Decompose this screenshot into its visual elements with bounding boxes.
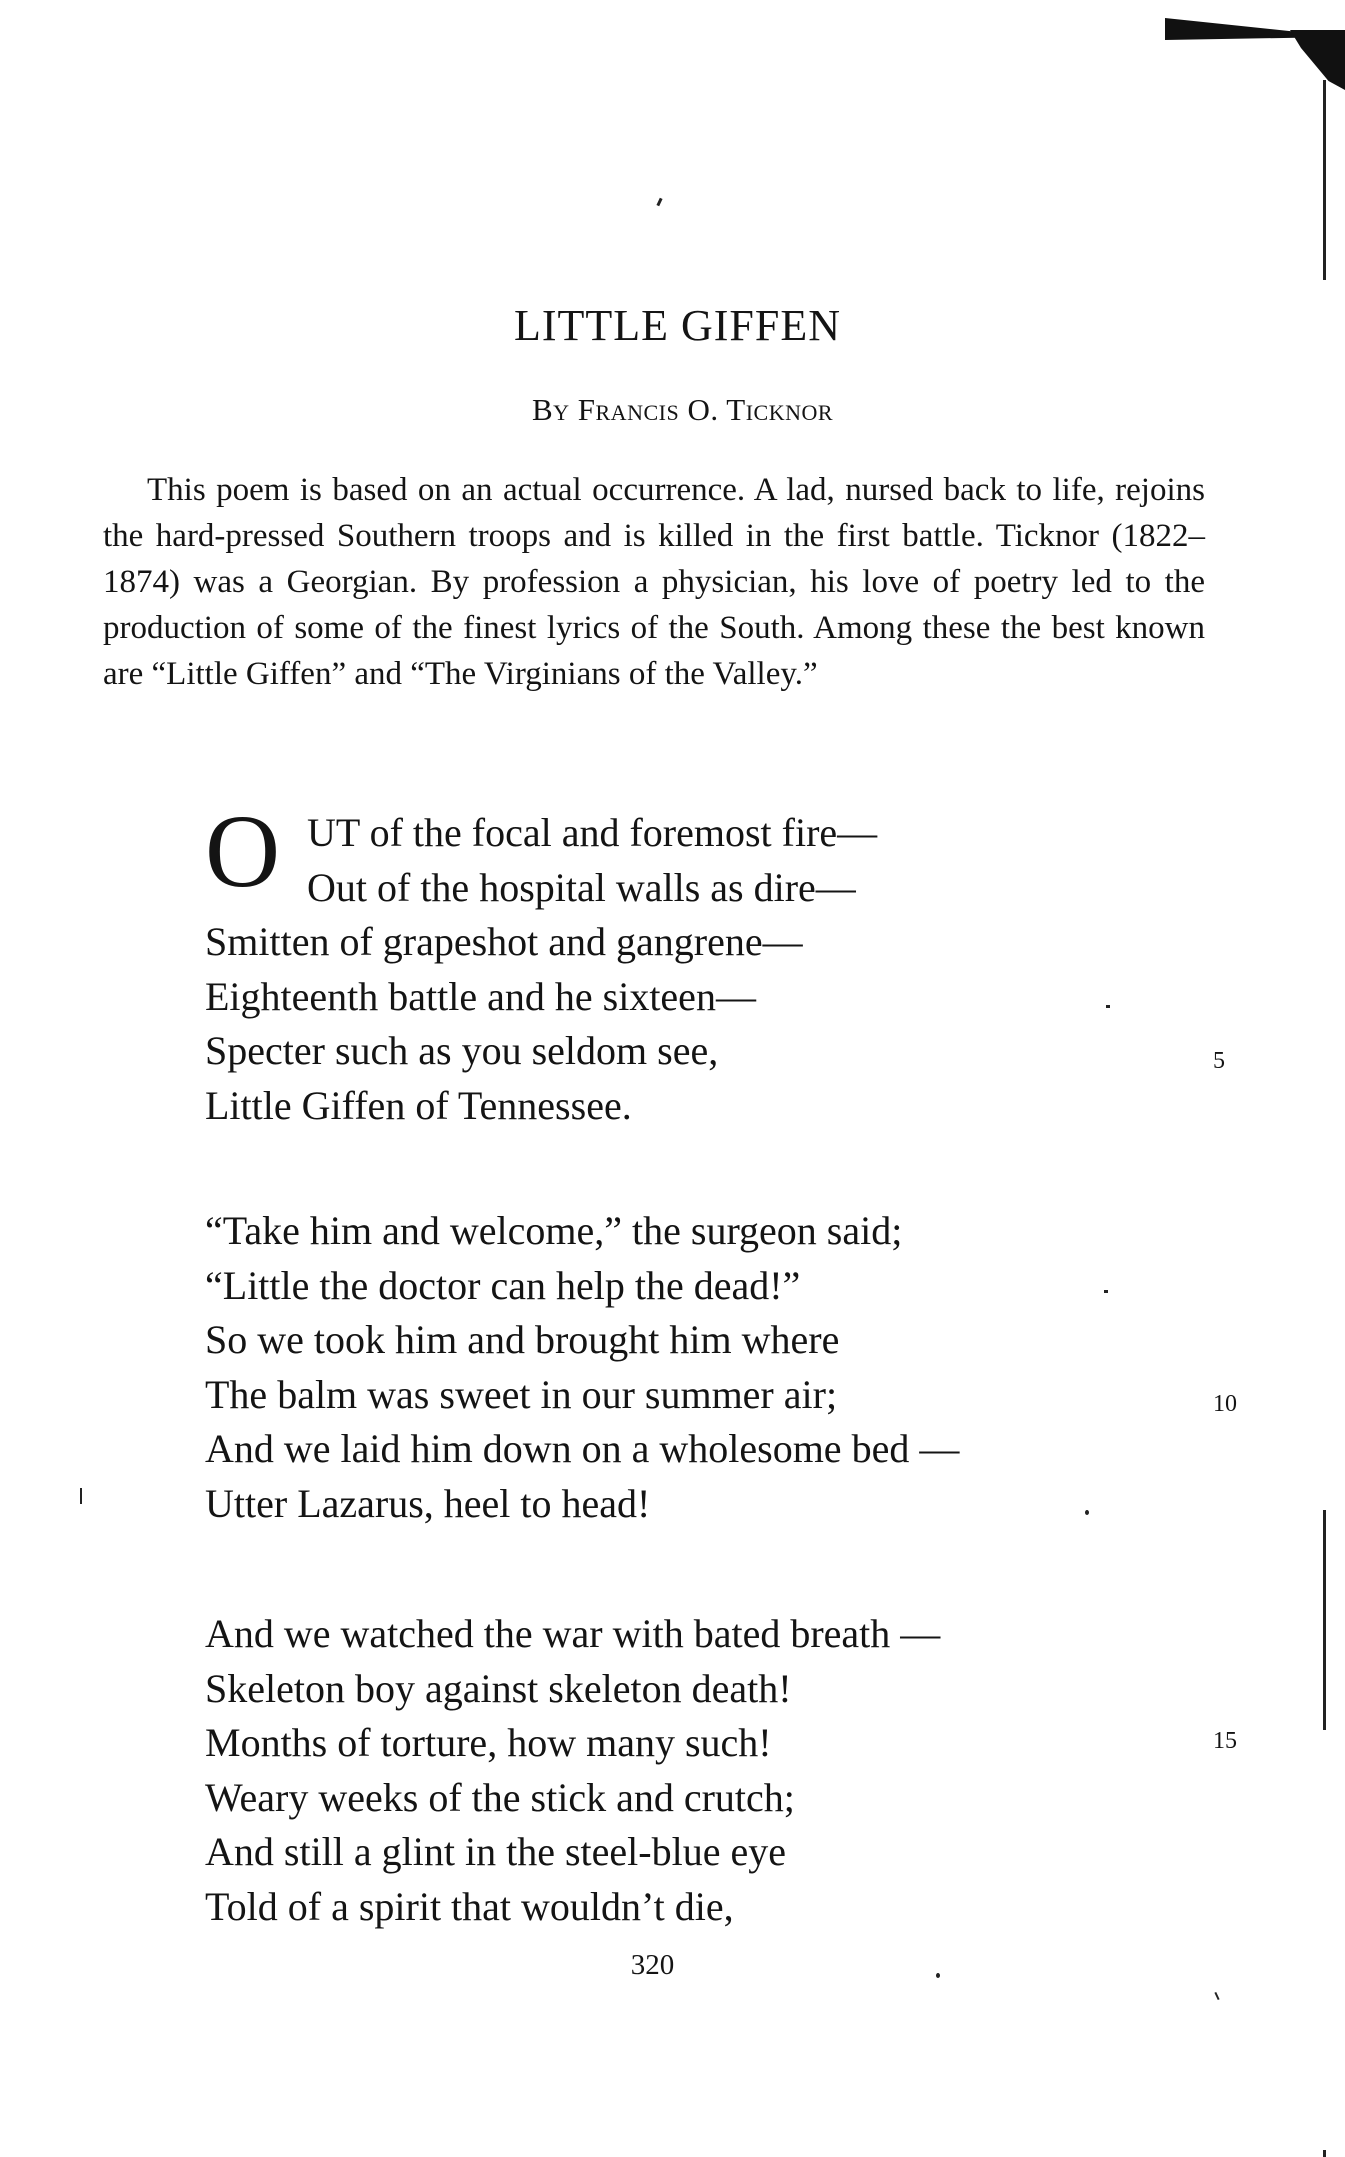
- line-number: 15: [1213, 1728, 1237, 1754]
- line-number: 5: [1213, 1048, 1225, 1074]
- poem-line: “Take him and welcome,” the surgeon said;: [205, 1208, 903, 1253]
- page-edge-line: [1323, 80, 1326, 280]
- drop-cap: O: [205, 794, 281, 909]
- poem-title: LITTLE GIFFEN: [513, 301, 842, 350]
- poem-line: Eighteenth battle and he sixteen—: [205, 973, 756, 1019]
- poem-line: So we took him and brought him where: [205, 1317, 840, 1362]
- stanza-1: [205, 794, 1185, 1133]
- line-number: 10: [1213, 1391, 1237, 1417]
- poem-line: The balm was sweet in our summer air;: [205, 1371, 838, 1417]
- stanza-3: [205, 1607, 1185, 1934]
- poem-line: Out of the hospital walls as dire—: [307, 864, 856, 910]
- poem-line: Skeleton boy against skeleton death!: [205, 1665, 792, 1711]
- poem-introduction: This poem is based on an actual occurrence. A lad, nursed back to life, rejoins the hard-pressed Southern troops and is killed in the first battle. Ticknor (1822–1874) was a Georgian. By profession a physician, his love of poetry led to the production of some of the finest lyrics of the South. Among these the best known are “Little Giffen” and “The Virginians of the Valley.”: [103, 472, 1205, 692]
- poem-line: Months of torture, how many such!: [205, 1720, 772, 1765]
- poem-line: And we watched the war with bated breath —: [205, 1611, 941, 1656]
- poem-line: UT of the focal and foremost fire—: [307, 810, 878, 855]
- page-edge-line: [1323, 2150, 1326, 2157]
- poem-line: Utter Lazarus, heel to head!: [205, 1480, 651, 1526]
- page-edge-line: [1323, 1510, 1326, 1730]
- page-number: 320: [630, 1949, 675, 1981]
- poem-line: Little Giffen of Tennessee.: [205, 1082, 632, 1128]
- poem-line: Weary weeks of the stick and crutch;: [205, 1774, 795, 1820]
- poem-line: And we laid him down on a wholesome bed —: [205, 1426, 960, 1471]
- stanza-2: [205, 1204, 1185, 1531]
- scan-speck: [1214, 1992, 1219, 2000]
- poem-byline: By Francis O. Ticknor: [531, 392, 834, 427]
- scan-speck: [656, 198, 662, 207]
- poem-line: “Little the doctor can help the dead!”: [205, 1262, 801, 1308]
- poem-line: And still a glint in the steel-blue eye: [205, 1829, 786, 1874]
- poem-line: Specter such as you seldom see,: [205, 1028, 719, 1073]
- page-corner-shadow: [1290, 30, 1345, 90]
- poem-line: Told of a spirit that wouldn’t die,: [205, 1883, 734, 1929]
- scan-speck: [80, 1488, 82, 1504]
- poem-line: Smitten of grapeshot and gangrene—: [205, 919, 803, 964]
